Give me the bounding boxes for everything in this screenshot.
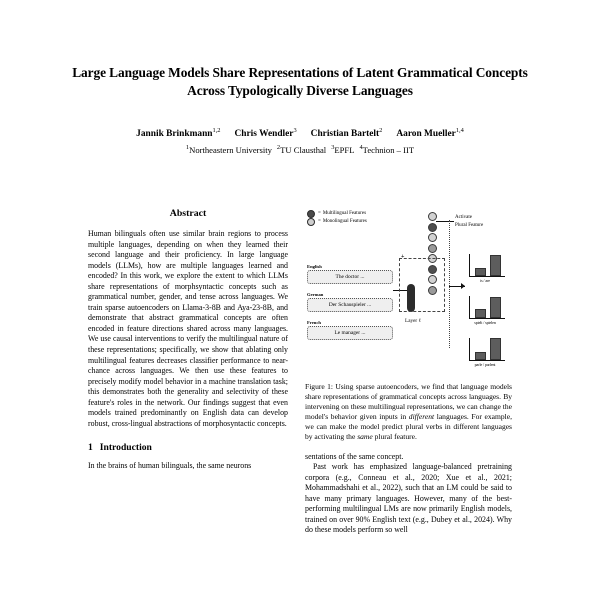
figure-1-caption <box>305 382 512 443</box>
author-1 <box>234 126 297 139</box>
section-number: 1 <box>88 442 93 454</box>
affil-mark: 4 <box>359 144 363 152</box>
affil-mark: 1 <box>185 144 190 152</box>
affiliation-2 <box>331 145 354 155</box>
activate-annotation-line1: Activate <box>455 215 472 220</box>
affiliation-0 <box>186 145 272 155</box>
author-list <box>70 128 530 141</box>
affil-mark: 2 <box>276 144 281 152</box>
arrow-head-icon <box>461 283 465 289</box>
legend-equals: = <box>318 211 321 216</box>
author-name: Christian Bartelt <box>310 129 380 139</box>
affiliation-1 <box>277 145 326 155</box>
author-affil-mark: 2 <box>379 126 383 134</box>
multilingual-feature-dot-icon <box>307 210 315 218</box>
figure-caption-text: Using sparse autoencoders, we find that language models share representations of grammatical concepts across languages. By intervening on these multilingual representations, we can change the model's behavior given inputs in different languages. For example, we can make the model predict plural verbs in different languages by activating the same plural feature. <box>305 382 512 442</box>
mini-chart-plot <box>469 254 505 277</box>
author-2 <box>310 126 383 139</box>
page-title: Large Language Models Share Representations of Latent Grammatical Concepts Across Typologically Diverse Languages <box>72 65 528 98</box>
affil-name: Northeastern University <box>189 145 272 155</box>
dotted-connector-top <box>449 220 450 286</box>
mini-bar-plural <box>490 338 501 360</box>
prompt-box-english <box>307 264 393 284</box>
right-column-continued-line: sentations of the same concept. <box>305 451 404 461</box>
legend-label-monolingual: Monolingual Features <box>322 219 367 224</box>
prompt-box-german <box>307 292 393 312</box>
layer-label: Layer ℓ <box>405 318 421 324</box>
mini-bar-singular <box>475 352 486 360</box>
abstract-heading: Abstract <box>169 208 207 219</box>
prompt-language-label: French <box>307 320 321 325</box>
figure-caption-label: Figure 1: <box>305 382 333 391</box>
annotation-leader-line <box>436 221 454 222</box>
prompt-language-label: German <box>307 292 324 297</box>
mini-chart-label: is / are <box>480 277 490 283</box>
monolingual-feature-dot-icon <box>428 212 437 221</box>
monolingual-feature-dot-icon <box>428 244 437 253</box>
dotted-connector-bottom <box>449 286 450 348</box>
prompt-text-french: Le manager ... <box>307 326 393 340</box>
affil-name: TU Clausthal <box>280 145 327 155</box>
prompt-box-french <box>307 320 393 340</box>
intervention-plus-icon: + <box>401 254 405 260</box>
legend-item-multilingual <box>307 210 367 218</box>
monolingual-feature-dot-icon <box>307 218 315 226</box>
figure-legend <box>307 210 367 226</box>
author-name: Chris Wendler <box>234 129 294 139</box>
prompt-text-german: Der Schauspieler ... <box>307 298 393 312</box>
legend-equals: = <box>318 219 321 224</box>
intervention-dashed-box <box>399 258 445 312</box>
author-affil-mark: 1,4 <box>455 126 464 134</box>
affil-name: EPFL <box>334 145 355 155</box>
activate-annotation <box>455 214 483 229</box>
activate-annotation-line2: Plural Feature <box>455 222 484 228</box>
affil-mark: 3 <box>331 144 335 152</box>
author-name: Aaron Mueller <box>396 129 456 139</box>
section-heading-introduction <box>88 441 288 454</box>
legend-item-monolingual <box>307 218 367 226</box>
affiliation-list <box>70 144 530 156</box>
mini-chart-label: parle / parlent <box>474 361 496 367</box>
author-0 <box>136 126 221 139</box>
author-affil-mark: 1,2 <box>212 126 221 134</box>
affiliation-3 <box>359 145 414 155</box>
affil-name: Technion – IIT <box>362 145 415 155</box>
mini-chart-english <box>465 254 505 283</box>
intro-first-line: In the brains of human bilinguals, the same neurons <box>88 461 252 471</box>
abstract-text: Human bilinguals often use similar brain regions to process multiple languages, depending on when they learned their second language and their proficiency. In large language models (LLMs), how are multiple languages learned and encoded? In this work, we explore the extent to which LLMs share representations of morphsyntactic concepts such as grammatical number, gender, and tense across languages. We train sparse autoencoders on Llama-3-8B and Aya-23-8B, and demonstrate that abstract grammatical concepts are often encoded in feature directions shared across many languages. We use causal interventions to verify the multilingual nature of these representations; specifically, we show that ablating only multilingual features decreases classifier performance to near-chance across languages. We then use these features to precisely modify model behavior in a machine translation task; this demonstrates both the generality and selectivity of these feature's roles in the network. Our findings suggest that even models trained predominantly on English data can develop robust, cross-lingual abstractions of morphosyntactic concepts. <box>88 229 288 428</box>
multilingual-feature-dot-icon <box>428 223 437 232</box>
figure-1-graphic <box>305 208 512 376</box>
mini-chart-label: spielt / spielen <box>474 319 496 325</box>
mini-chart-german <box>465 296 505 325</box>
legend-label-multilingual: Multilingual Features <box>322 211 367 216</box>
right-column <box>305 208 512 536</box>
prompt-text-english: The doctor ... <box>307 270 393 284</box>
mini-bar-singular <box>475 268 486 276</box>
section-title: Introduction <box>99 442 152 454</box>
right-column-paragraph: Past work has emphasized language-balanced pretraining corpora (e.g., Conneau et al., 2020; Xue et al., 2021; Mohammadshahi et al., 2022), such that an LM could be said to have many primary languages. However, many of the best-performing multilingual LMs are now primarily English models, trained on over 90% English text (e.g., Dubey et al., 2024). Why do these models perform so well <box>305 462 512 535</box>
mini-bar-plural <box>490 255 501 276</box>
mini-bar-plural <box>490 297 501 318</box>
mini-chart-plot <box>469 296 505 319</box>
author-affil-mark: 3 <box>293 126 297 134</box>
mini-chart-plot <box>469 338 505 361</box>
author-name: Jannik Brinkmann <box>136 129 213 139</box>
author-3 <box>396 126 464 139</box>
prompt-language-label: English <box>307 264 322 269</box>
monolingual-feature-dot-icon <box>428 233 437 242</box>
mini-bar-singular <box>475 309 486 318</box>
left-column <box>88 208 288 472</box>
mini-chart-french <box>465 338 505 367</box>
